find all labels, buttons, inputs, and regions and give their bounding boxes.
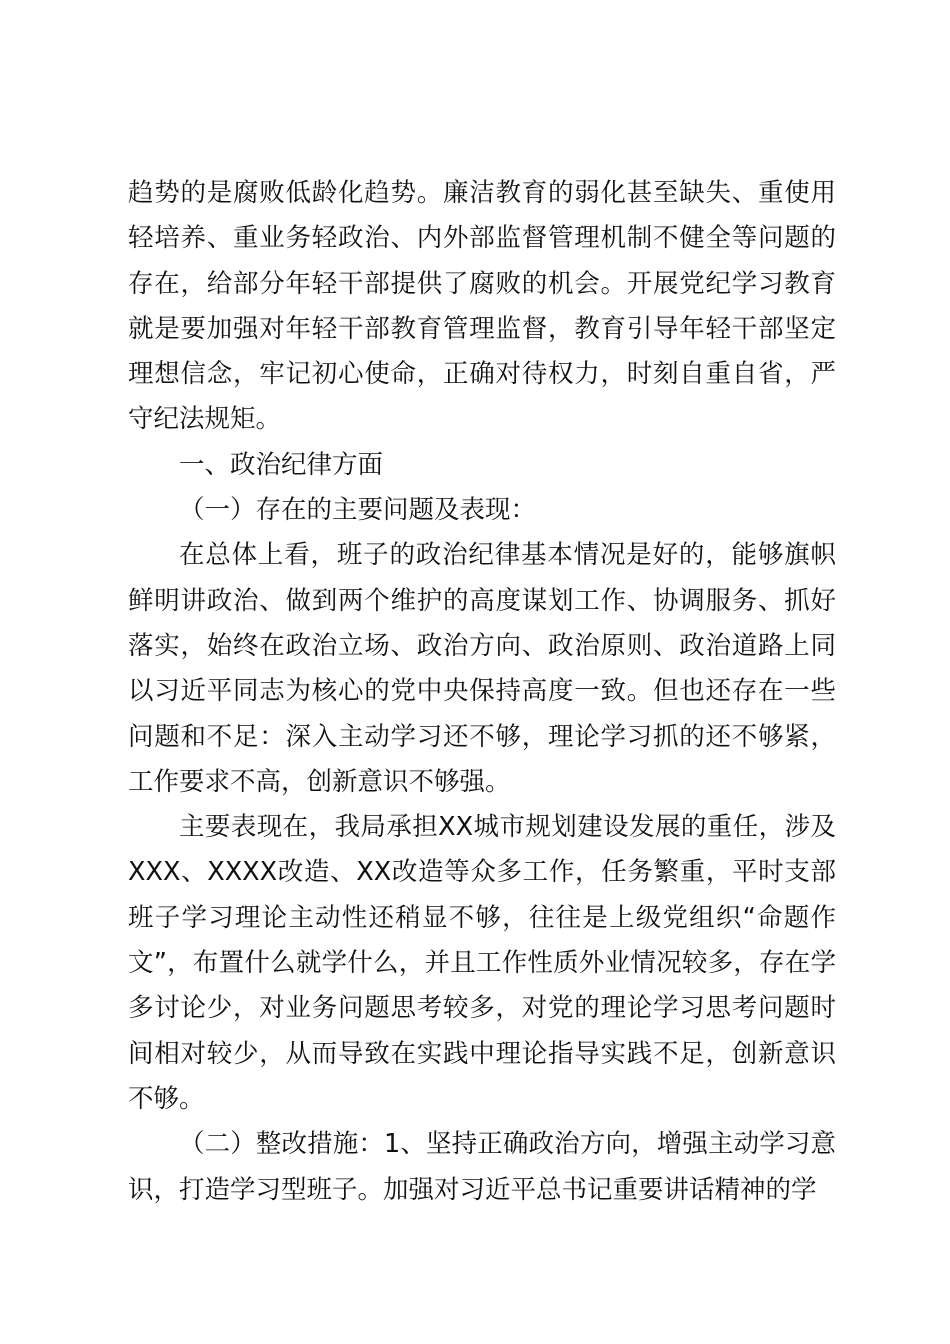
section-heading-political-discipline: 一、政治纪律方面 [179,449,384,480]
document-body [128,171,836,1213]
paragraph-main-manifestations: 主要表现在，我局承担XX城市规划建设发展的重任，涉及XXX、XXXX改造、XX改造等众多工作，任务繁重，平时支部班子学习理论主动性还稍显不够，往往是上级党组织“命题作文”，布置什么就学什么，并且工作性质外业情况较多，存在学多讨论少，对业务问题思考较多，对党的理论学习思考问题时间相对较少，从而导致在实践中理论指导实践不足，创新意识不够。 [128,812,836,1114]
paragraph-corruption-trend: 趋势的是腐败低龄化趋势。廉洁教育的弱化甚至缺失、重使用轻培养、重业务轻政治、内外部监督管理机制不健全等问题的存在，给部分年轻干部提供了腐败的机会。开展党纪学习教育就是要加强对年轻干部教育管理监督，教育引导年轻干部坚定理想信念，牢记初心使命，正确对待权力，时刻自重自省，严守纪法规矩。 [128,178,836,435]
subsection-heading-main-problems: （一）存在的主要问题及表现： [179,495,537,526]
paragraph-overall-assessment: 在总体上看，班子的政治纪律基本情况是好的，能够旗帜鲜明讲政治、做到两个维护的高度谋划工作、协调服务、抓好落实，始终在政治立场、政治方向、政治原则、政治道路上同以习近平同志为核心的党中央保持高度一致。但也还存在一些问题和不足：深入主动学习还不够，理论学习抓的还不够紧，工作要求不高，创新意识不够强。 [128,540,836,797]
paragraph-rectification-measures: （二）整改措施：1、坚持正确政治方向，增强主动学习意识，打造学习型班子。加强对习近平总书记重要讲话精神的学 [128,1129,836,1205]
